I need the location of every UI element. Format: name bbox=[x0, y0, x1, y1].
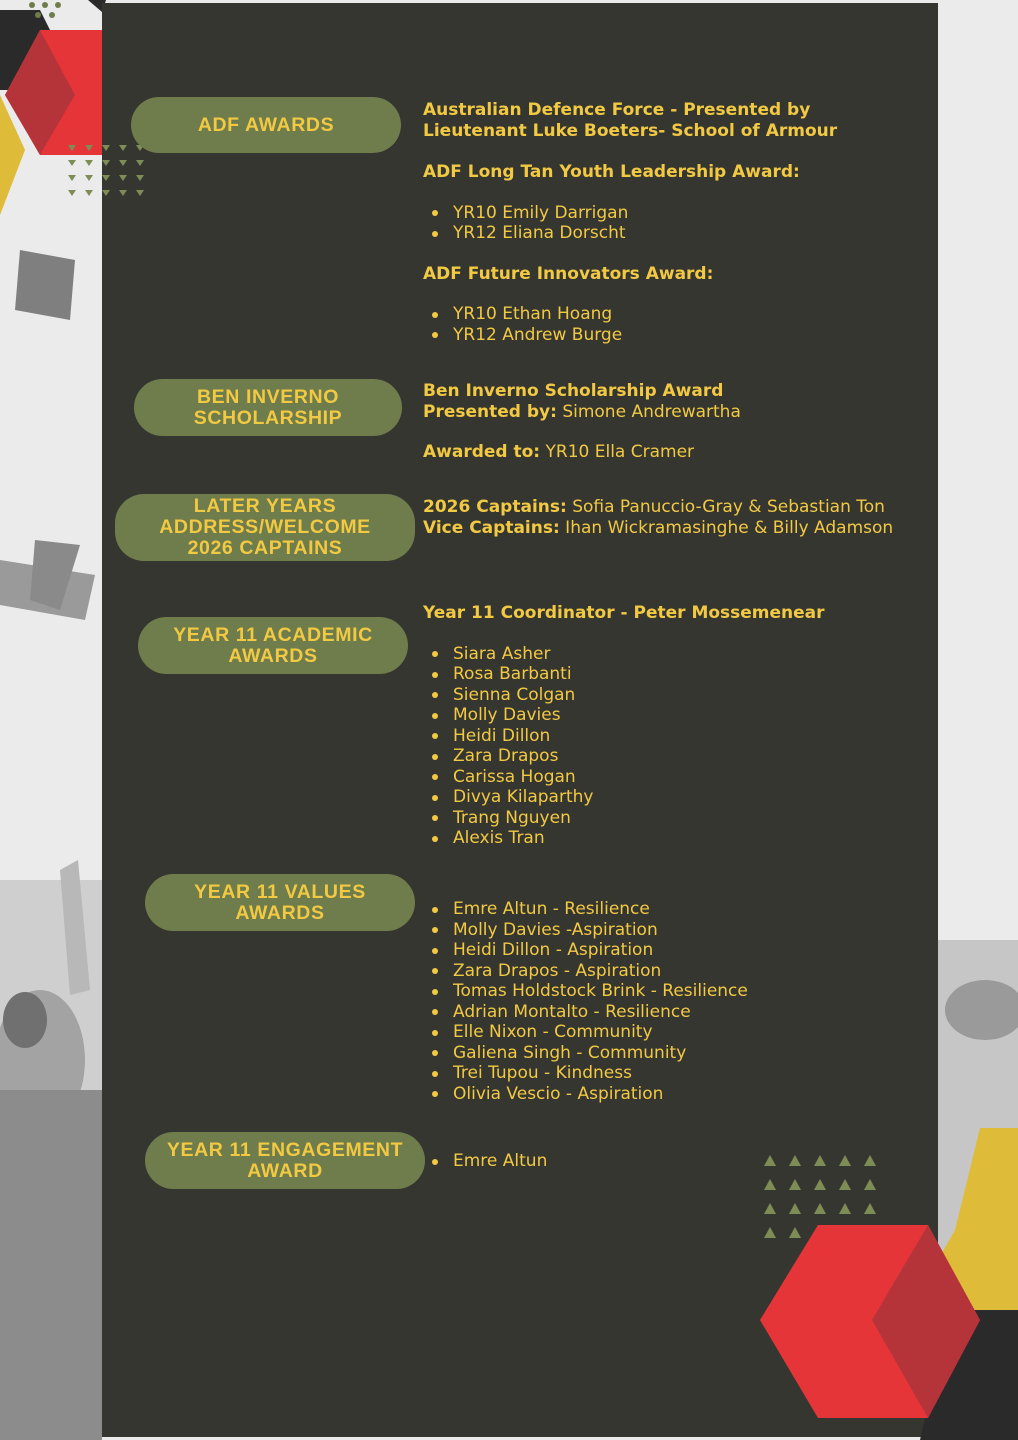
year11-values-pill bbox=[145, 874, 415, 931]
year11-engagement-content bbox=[423, 1151, 547, 1172]
awarded-value: YR10 Ella Cramer bbox=[540, 442, 695, 462]
list-item: Molly Davies -Aspiration bbox=[423, 920, 748, 941]
list-item: YR12 Eliana Dorscht bbox=[423, 223, 837, 244]
ben-inverno-presented bbox=[423, 402, 741, 423]
list-item: Emre Altun - Resilience bbox=[423, 899, 748, 920]
adf-long-tan-list bbox=[423, 203, 837, 244]
list-item: YR10 Ethan Hoang bbox=[423, 304, 837, 325]
vice-captains-label: Vice Captains: bbox=[423, 517, 560, 538]
list-item: Galiena Singh - Community bbox=[423, 1043, 748, 1064]
presented-value: Simone Andrewartha bbox=[556, 401, 741, 422]
ben-inverno-title: Ben Inverno Scholarship Award bbox=[423, 381, 724, 401]
adf-presenter-line1: Australian Defence Force - Presented by bbox=[423, 100, 811, 120]
bottom-right-hexagon-decoration bbox=[750, 1120, 1018, 1440]
later-years-content bbox=[423, 497, 893, 538]
awarded-label: Awarded to: bbox=[423, 442, 541, 462]
values-awards-list bbox=[423, 899, 748, 1104]
list-item: Heidi Dillon bbox=[423, 726, 825, 747]
list-item: Molly Davies bbox=[423, 705, 825, 726]
list-item: Adrian Montalto - Resilience bbox=[423, 1002, 748, 1023]
vice-captains-value: Ihan Wickramasinghe & Billy Adamson bbox=[559, 517, 894, 538]
list-item: Alexis Tran bbox=[423, 828, 825, 849]
list-item: YR12 Andrew Burge bbox=[423, 325, 837, 346]
list-item: Olivia Vescio - Aspiration bbox=[423, 1084, 748, 1105]
ben-inverno-content bbox=[423, 381, 741, 463]
ben-inverno-pill-line2: SCHOLARSHIP bbox=[193, 406, 343, 429]
list-item: Trang Nguyen bbox=[423, 808, 825, 829]
adf-awards-pill bbox=[131, 97, 401, 153]
list-item: Elle Nixon - Community bbox=[423, 1022, 748, 1043]
list-item: Trei Tupou - Kindness bbox=[423, 1063, 748, 1084]
year11-engagement-pill-line2: AWARD bbox=[247, 1159, 323, 1182]
ben-inverno-awarded bbox=[423, 442, 741, 463]
adf-content bbox=[423, 100, 837, 345]
list-item: Zara Drapos bbox=[423, 746, 825, 767]
captains-value: Sofia Panuccio-Gray & Sebastian Ton bbox=[566, 497, 885, 517]
year11-engagement-pill-line1: YEAR 11 ENGAGEMENT bbox=[166, 1138, 404, 1161]
captains-line bbox=[423, 497, 893, 518]
list-item: Zara Drapos - Aspiration bbox=[423, 961, 748, 982]
list-item: Rosa Barbanti bbox=[423, 664, 825, 685]
year11-academic-pill-line2: AWARDS bbox=[228, 644, 318, 667]
year11-academic-pill bbox=[138, 617, 408, 674]
year11-values-content bbox=[423, 899, 748, 1104]
list-item: Emre Altun bbox=[423, 1151, 547, 1172]
adf-awards-pill-label: ADF AWARDS bbox=[197, 113, 335, 136]
list-item: Sienna Colgan bbox=[423, 685, 825, 706]
ben-inverno-pill bbox=[134, 379, 402, 436]
engagement-award-list bbox=[423, 1151, 547, 1172]
academic-awards-list bbox=[423, 644, 825, 849]
adf-long-tan-title: ADF Long Tan Youth Leadership Award: bbox=[423, 162, 800, 182]
year11-academic-pill-line1: YEAR 11 ACADEMIC bbox=[173, 623, 373, 646]
list-item: Heidi Dillon - Aspiration bbox=[423, 940, 748, 961]
year11-values-pill-line1: YEAR 11 VALUES bbox=[194, 880, 366, 903]
list-item: Siara Asher bbox=[423, 644, 825, 665]
vice-captains-line bbox=[423, 518, 893, 539]
coordinator-line: Year 11 Coordinator - Peter Mossemenear bbox=[423, 603, 825, 623]
list-item: YR10 Emily Darrigan bbox=[423, 203, 837, 224]
later-years-pill-line2: ADDRESS/WELCOME bbox=[159, 516, 371, 538]
presented-label: Presented by: bbox=[423, 401, 557, 422]
year11-engagement-pill bbox=[145, 1132, 425, 1189]
adf-future-innovators-list bbox=[423, 304, 837, 345]
triangle-pattern-top bbox=[66, 143, 146, 201]
later-years-pill bbox=[115, 494, 415, 561]
year11-values-pill-line2: AWARDS bbox=[235, 901, 325, 924]
later-years-pill-line3: 2026 CAPTAINS bbox=[187, 537, 343, 559]
later-years-pill-line1: LATER YEARS bbox=[193, 495, 337, 517]
ben-inverno-pill-line1: BEN INVERNO bbox=[196, 385, 340, 408]
list-item: Carissa Hogan bbox=[423, 767, 825, 788]
year11-academic-content bbox=[423, 603, 825, 849]
adf-future-innovators-title: ADF Future Innovators Award: bbox=[423, 263, 714, 284]
list-item: Divya Kilaparthy bbox=[423, 787, 825, 808]
captains-label: 2026 Captains: bbox=[423, 497, 567, 517]
adf-presenter-line2: Lieutenant Luke Boeters- School of Armour bbox=[423, 120, 838, 141]
list-item: Tomas Holdstock Brink - Resilience bbox=[423, 981, 748, 1002]
